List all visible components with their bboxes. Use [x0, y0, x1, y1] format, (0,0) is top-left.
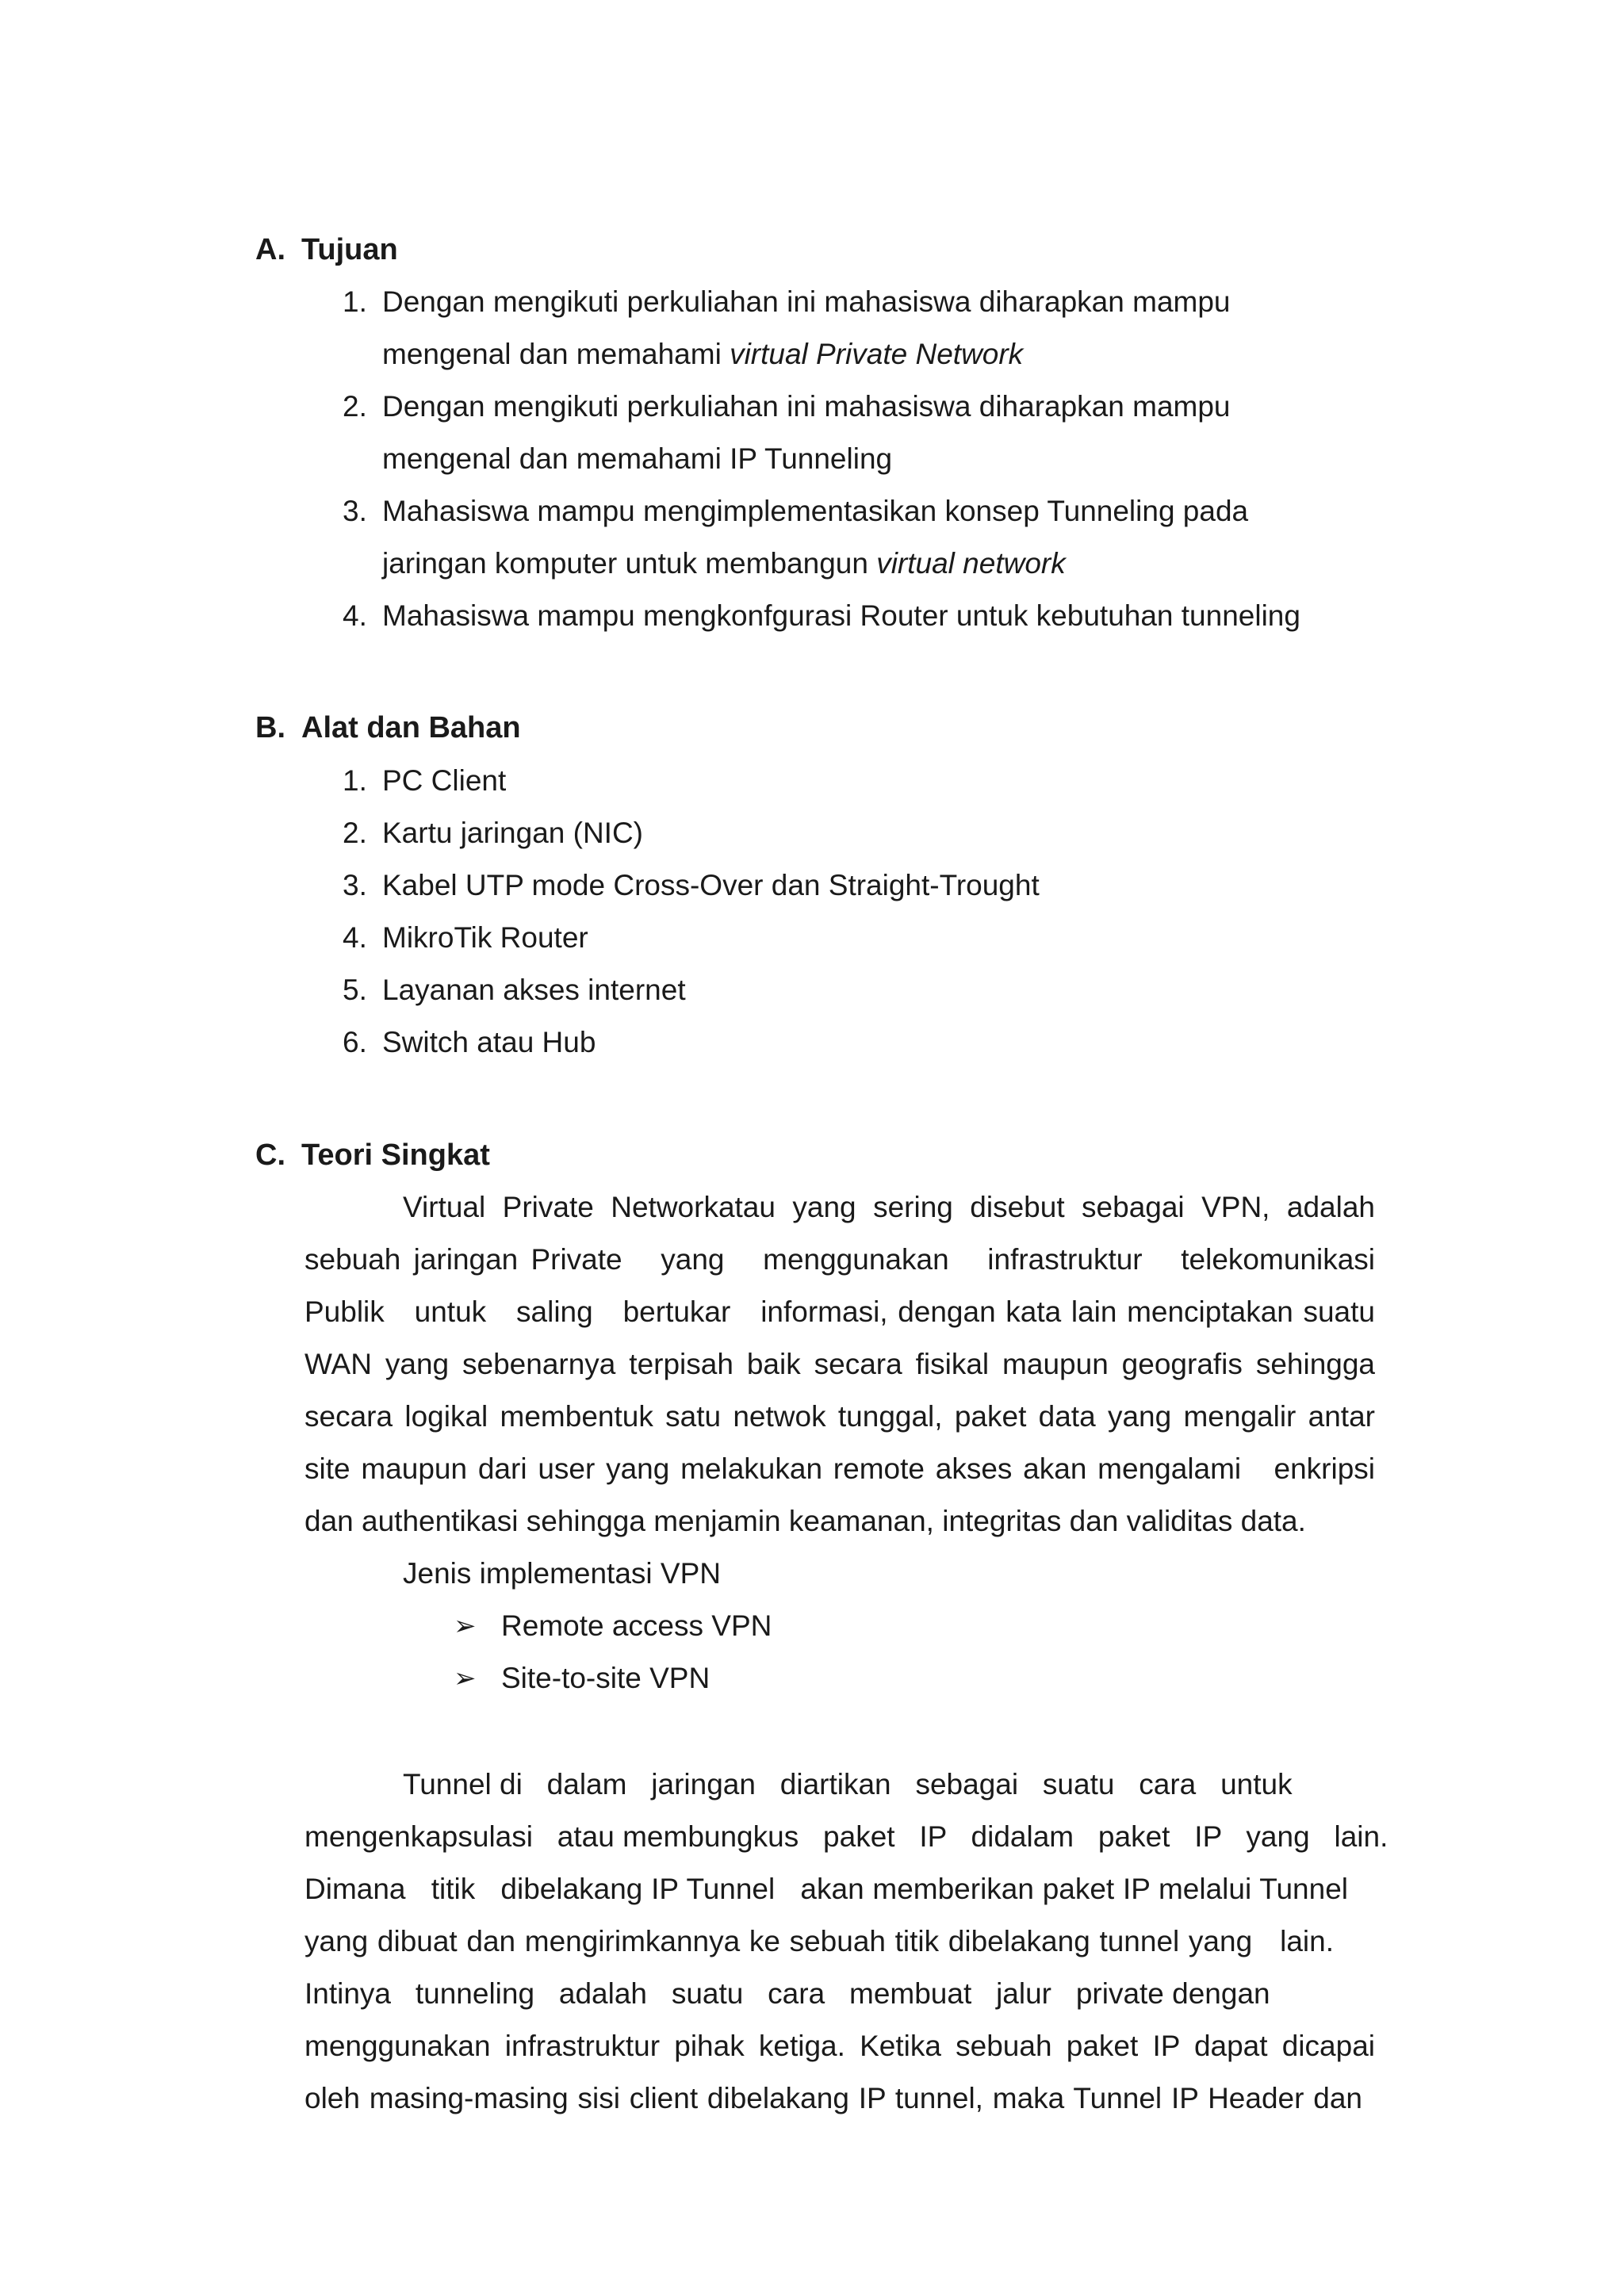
teori-para1-line6: site maupun dari user yang melakukan remote akses akan mengalami enkripsi [304, 1452, 1375, 1485]
tujuan-item-1-line1: Dengan mengikuti perkuliahan ini mahasiswa diharapkan mampu [382, 285, 1231, 318]
alat-item-6-text: Switch atau Hub [382, 1026, 596, 1058]
tujuan-item-3-line2-italic: virtual network [876, 547, 1066, 580]
section-c-letter: C. [255, 1138, 285, 1172]
alat-item-3-text: Kabel UTP mode Cross-Over dan Straight-Trought [382, 869, 1040, 901]
bullet-arrow-icon: ➢ [454, 1611, 477, 1641]
teori-para2-line3: Dimana titik dibelakang IP Tunnel akan memberikan paket IP melalui Tunnel [304, 1873, 1348, 1905]
tujuan-item-2-line2: mengenal dan memahami IP Tunneling [382, 442, 893, 475]
alat-item-4-text: MikroTik Router [382, 921, 588, 954]
section-b-heading [255, 713, 521, 743]
jenis-vpn-label: Jenis implementasi VPN [403, 1557, 721, 1590]
teori-para2-line6: menggunakan infrastruktur pihak ketiga. Ketika sebuah paket IP dapat dicapai [304, 2030, 1375, 2062]
alat-item-1-text: PC Client [382, 764, 507, 797]
section-c-title: Teori Singkat [301, 1138, 490, 1172]
teori-para1-line1: Virtual Private Networkatau yang sering disebut sebagai VPN, adalah [403, 1191, 1375, 1223]
teori-para2-line1: Tunnel di dalam jaringan diartikan sebagai suatu cara untuk [403, 1768, 1293, 1800]
alat-item-1-number: 1. [343, 764, 367, 797]
teori-para1-line3: Publik untuk saling bertukar informasi, dengan kata lain menciptakan suatu [304, 1295, 1375, 1328]
tujuan-item-1-line2 [382, 339, 1023, 369]
teori-para2-line5: Intinya tunneling adalah suatu cara membuat jalur private dengan [304, 1977, 1270, 2010]
alat-item-4-number: 4. [343, 921, 367, 954]
tujuan-item-4-number: 4. [343, 599, 367, 632]
alat-item-3-number: 3. [343, 869, 367, 901]
alat-item-2-number: 2. [343, 817, 367, 849]
teori-para1-line4: WAN yang sebenarnya terpisah baik secara fisikal maupun geografis sehingga [304, 1348, 1375, 1380]
section-c-heading [255, 1140, 490, 1170]
tujuan-item-1-line2-italic: virtual Private Network [730, 338, 1024, 370]
alat-item-5-number: 5. [343, 974, 367, 1006]
vpn-type-remote-access: Remote access VPN [501, 1609, 772, 1642]
alat-item-6-number: 6. [343, 1026, 367, 1058]
section-a-letter: A. [255, 233, 285, 266]
teori-para1-line5: secara logikal membentuk satu netwok tunggal, paket data yang mengalir antar [304, 1400, 1375, 1433]
tujuan-item-1-number: 1. [343, 285, 367, 318]
teori-para1-line7: dan authentikasi sehingga menjamin keamanan, integritas dan validitas data. [304, 1505, 1306, 1537]
tujuan-item-1-line2-plain: mengenal dan memahami [382, 338, 730, 370]
alat-item-5-text: Layanan akses internet [382, 974, 686, 1006]
tujuan-item-3-number: 3. [343, 495, 367, 527]
vpn-type-site-to-site: Site-to-site VPN [501, 1662, 710, 1694]
teori-para2-line2: mengenkapsulasi atau membungkus paket IP didalam paket IP yang lain. [304, 1820, 1388, 1853]
section-b-title: Alat dan Bahan [301, 711, 521, 744]
section-a-title: Tujuan [301, 233, 398, 266]
bullet-arrow-icon: ➢ [454, 1663, 477, 1693]
tujuan-item-3-line1: Mahasiswa mampu mengimplementasikan konsep Tunneling pada [382, 495, 1249, 527]
tujuan-item-4-line1: Mahasiswa mampu mengkonfgurasi Router untuk kebutuhan tunneling [382, 599, 1300, 632]
tujuan-item-3-line2 [382, 549, 1066, 578]
teori-para1-line2: sebuah jaringan Private yang menggunakan infrastruktur telekomunikasi [304, 1243, 1375, 1276]
tujuan-item-3-line2-plain: jaringan komputer untuk membangun [382, 547, 877, 580]
teori-para2-line7: oleh masing-masing sisi client dibelakang IP tunnel, maka Tunnel IP Header dan [304, 2082, 1362, 2114]
section-a-heading [255, 235, 398, 265]
alat-item-2-text: Kartu jaringan (NIC) [382, 817, 644, 849]
tujuan-item-2-line1: Dengan mengikuti perkuliahan ini mahasiswa diharapkan mampu [382, 390, 1231, 423]
teori-para2-line4: yang dibuat dan mengirimkannya ke sebuah titik dibelakang tunnel yang lain. [304, 1925, 1334, 1957]
tujuan-item-2-number: 2. [343, 390, 367, 423]
section-b-letter: B. [255, 711, 285, 744]
